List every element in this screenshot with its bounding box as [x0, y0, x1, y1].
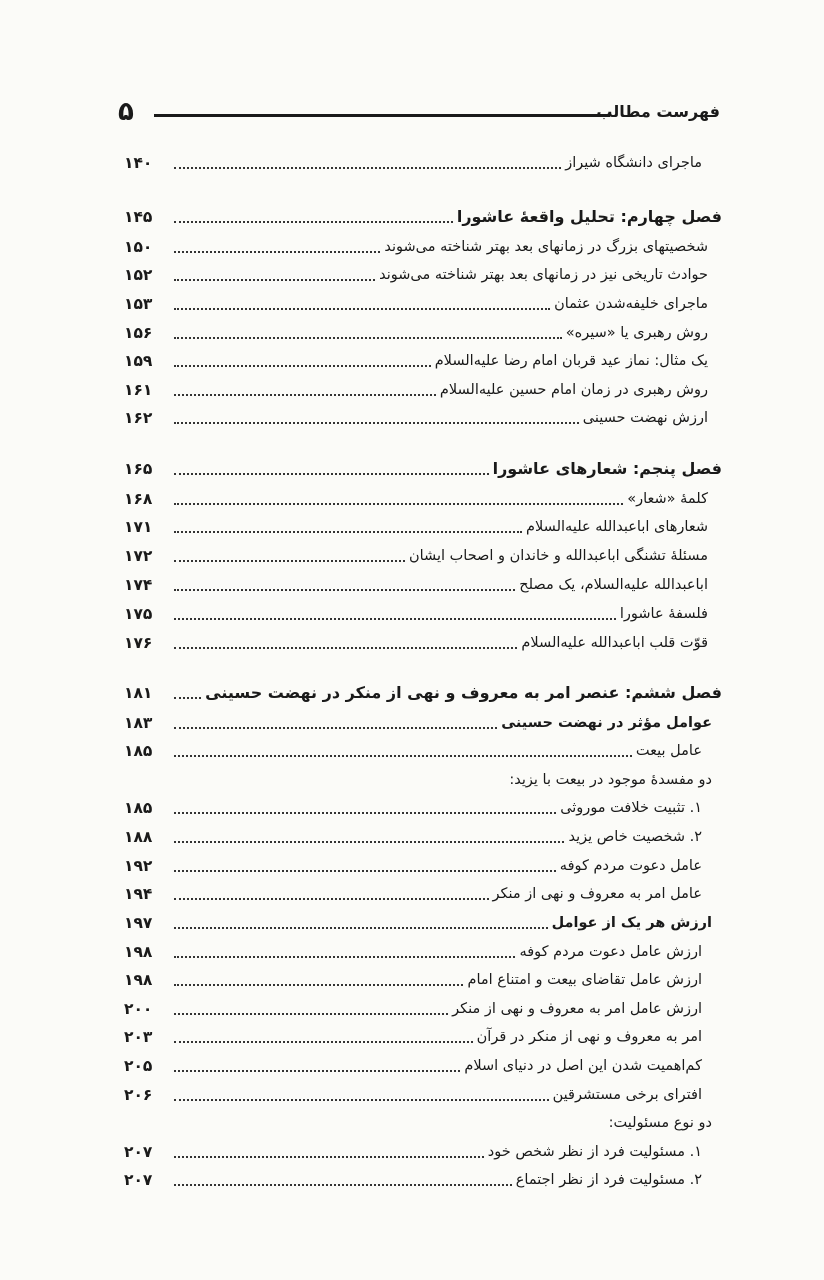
- entry-title: یک مثال: نماز عید قربان امام رضا عليه‌السلام: [434, 353, 708, 369]
- entry-title: روش رهبری یا «سیره»: [565, 325, 708, 341]
- entry-page-number: ۱۶۸: [124, 490, 153, 508]
- toc-entry[interactable]: [124, 1165, 722, 1193]
- entry-page-number: ۱۵۶: [124, 324, 153, 342]
- entry-title: عامل امر به معروف و نهی از منکر: [492, 886, 702, 902]
- chapter-entry[interactable]: [124, 678, 722, 706]
- dot-leader: [174, 531, 522, 533]
- entry-page-number: ۱۸۵: [124, 799, 153, 817]
- entry-title: ۲. مسئولیت فرد از نظر اجتماع: [515, 1172, 702, 1188]
- toc-entry[interactable]: [124, 994, 722, 1022]
- toc-entry[interactable]: [124, 375, 722, 403]
- entry-title: ۱. مسئولیت فرد از نظر شخص خود: [487, 1144, 702, 1160]
- toc-entry[interactable]: [124, 148, 722, 176]
- dot-leader: [174, 422, 579, 424]
- toc-entry[interactable]: [124, 289, 722, 317]
- entry-title: ۲. شخصیت خاص یزید: [568, 829, 702, 845]
- entry-page-number: ۲۰۰: [124, 1000, 153, 1018]
- entry-page-number: ۲۰۳: [124, 1028, 153, 1046]
- toc-entry[interactable]: [124, 512, 722, 540]
- entry-title: اباعبدالله عليه‌السلام، یک مصلح: [519, 577, 708, 593]
- entry-page-number: ۱۷۶: [124, 634, 153, 652]
- toc-entry[interactable]: [124, 570, 722, 598]
- dot-leader: [174, 473, 489, 475]
- entry-title: ارزش عامل امر به معروف و نهی از منکر: [452, 1001, 702, 1017]
- entry-page-number: ۱۹۸: [124, 943, 153, 961]
- chapter-entry[interactable]: [124, 454, 722, 482]
- toc-entry[interactable]: [124, 318, 722, 346]
- dot-leader: [174, 394, 436, 396]
- toc-entry[interactable]: [124, 541, 722, 569]
- dot-leader: [174, 365, 431, 367]
- entry-title: دو نوع مسئولیت:: [608, 1115, 712, 1131]
- entry-page-number: ۱۴۵: [124, 208, 153, 226]
- entry-title: فصل ششم: عنصر امر به معروف و نهی از منکر در نهضت حسینی: [205, 683, 722, 702]
- dot-leader: [174, 308, 550, 310]
- dot-leader: [174, 1156, 484, 1158]
- dot-leader: [174, 1070, 460, 1072]
- toc-entry[interactable]: [124, 908, 722, 936]
- dot-leader: [174, 898, 489, 900]
- entry-page-number: ۱۹۷: [124, 914, 153, 932]
- entry-title: فصل چهارم: تحلیل واقعهٔ عاشورا: [456, 207, 722, 226]
- toc-entry[interactable]: [124, 1022, 722, 1050]
- page-number: ۵: [118, 97, 134, 127]
- entry-title: شخصیتهای بزرگ در زمانهای بعد بهتر شناخته می‌شوند: [384, 239, 708, 255]
- entry-page-number: ۱۸۸: [124, 828, 153, 846]
- entry-title: امر به معروف و نهی از منکر در قرآن: [476, 1029, 702, 1045]
- dot-leader: [174, 1041, 473, 1043]
- dot-leader: [174, 927, 548, 929]
- entry-page-number: ۲۰۵: [124, 1057, 153, 1075]
- dot-leader: [174, 167, 561, 169]
- dot-leader: [174, 221, 453, 223]
- entry-title: ارزش عامل تقاضای بیعت و امتناع امام: [467, 972, 702, 988]
- toc-entry[interactable]: [124, 793, 722, 821]
- entry-page-number: ۱۷۵: [124, 605, 153, 623]
- dot-leader: [174, 812, 556, 814]
- toc-entry[interactable]: [124, 937, 722, 965]
- toc-entry[interactable]: [124, 628, 722, 656]
- entry-title: کم‌اهمیت شدن این اصل در دنیای اسلام: [464, 1058, 702, 1074]
- toc-entry[interactable]: [124, 736, 722, 764]
- entry-title: حوادث تاریخی نیز در زمانهای بعد بهتر شناخته می‌شوند: [379, 267, 708, 283]
- entry-page-number: ۱۸۱: [124, 684, 153, 702]
- dot-leader: [174, 279, 375, 281]
- entry-title: فلسفهٔ عاشورا: [619, 606, 708, 622]
- entry-title: دو مفسدهٔ موجود در بیعت با یزید:: [509, 772, 712, 788]
- toc-entry[interactable]: [124, 1137, 722, 1165]
- toc-entry[interactable]: [124, 765, 722, 793]
- entry-page-number: ۱۵۳: [124, 295, 153, 313]
- entry-page-number: ۱۹۴: [124, 885, 153, 903]
- toc-entry[interactable]: [124, 1108, 722, 1136]
- dot-leader: [174, 251, 380, 253]
- toc-entry[interactable]: [124, 965, 722, 993]
- entry-title: ۱. تثبیت خلافت موروثی: [560, 800, 702, 816]
- toc-entry[interactable]: [124, 403, 722, 431]
- toc-entry[interactable]: [124, 599, 722, 627]
- entry-page-number: ۱۷۲: [124, 547, 153, 565]
- entry-title: عامل دعوت مردم کوفه: [559, 858, 702, 874]
- dot-leader: [174, 984, 463, 986]
- entry-page-number: ۱۶۱: [124, 381, 153, 399]
- entry-title: افترای برخی مستشرقین: [552, 1087, 702, 1103]
- entry-title: فصل پنجم: شعارهای عاشورا: [492, 459, 722, 478]
- entry-title: مسئلهٔ تشنگی اباعبدالله و خاندان و اصحاب ایشان: [408, 548, 708, 564]
- running-title: فهرست مطالب: [596, 102, 720, 121]
- dot-leader: [174, 727, 497, 729]
- dot-leader: [174, 870, 556, 872]
- toc-entry[interactable]: [124, 822, 722, 850]
- page-header: [118, 96, 720, 128]
- dot-leader: [174, 560, 405, 562]
- dot-leader: [174, 1099, 549, 1101]
- dot-leader: [174, 755, 632, 757]
- dot-leader: [174, 956, 515, 958]
- entry-page-number: ۱۸۵: [124, 742, 153, 760]
- entry-title: کلمهٔ «شعار»: [627, 491, 708, 507]
- entry-page-number: ۱۴۰: [124, 154, 153, 172]
- entry-title: ماجرای خلیفه‌شدن عثمان: [554, 296, 708, 312]
- toc-entry[interactable]: [124, 484, 722, 512]
- entry-page-number: ۲۰۶: [124, 1086, 153, 1104]
- dot-leader: [174, 647, 517, 649]
- chapter-entry[interactable]: [124, 202, 722, 230]
- entry-title: عوامل مؤثر در نهضت حسینی: [501, 715, 712, 731]
- entry-page-number: ۱۷۴: [124, 576, 153, 594]
- entry-title: ارزش نهضت حسینی: [582, 410, 708, 426]
- entry-page-number: ۱۸۳: [124, 714, 153, 732]
- dot-leader: [174, 337, 562, 339]
- entry-page-number: ۱۵۹: [124, 352, 153, 370]
- entry-page-number: [124, 1134, 168, 1136]
- entry-title: ارزش هر یک از عوامل: [551, 915, 712, 931]
- entry-page-number: ۱۹۸: [124, 971, 153, 989]
- dot-leader: [174, 503, 623, 505]
- entry-page-number: ۱۹۲: [124, 857, 153, 875]
- entry-page-number: ۱۷۱: [124, 518, 153, 536]
- dot-leader: [174, 841, 564, 843]
- dot-leader: [174, 618, 616, 620]
- toc-entry[interactable]: [124, 1051, 722, 1079]
- entry-page-number: ۱۵۲: [124, 266, 153, 284]
- toc-entry[interactable]: [124, 260, 722, 288]
- entry-page-number: ۱۵۰: [124, 238, 153, 256]
- entry-title: ماجرای دانشگاه شیراز: [565, 155, 702, 171]
- entry-page-number: ۲۰۷: [124, 1143, 153, 1161]
- dot-leader: [174, 697, 201, 699]
- entry-title: عامل بیعت: [635, 743, 702, 759]
- toc-entry[interactable]: [124, 232, 722, 260]
- header-rule: [154, 114, 610, 117]
- toc-entry[interactable]: [124, 851, 722, 879]
- entry-title: شعارهای اباعبدالله عليه‌السلام: [526, 519, 708, 535]
- dot-leader: [174, 589, 515, 591]
- entry-page-number: ۱۶۲: [124, 409, 153, 427]
- dot-leader: [174, 1184, 512, 1186]
- entry-page-number: ۲۰۷: [124, 1171, 153, 1189]
- entry-title: قوّت قلب اباعبدالله عليه‌السلام: [521, 635, 708, 651]
- entry-title: ارزش عامل دعوت مردم کوفه: [519, 944, 702, 960]
- entry-title: روش رهبری در زمان امام حسین عليه‌السلام: [439, 382, 708, 398]
- toc-entry[interactable]: [124, 879, 722, 907]
- toc-entry[interactable]: [124, 346, 722, 374]
- dot-leader: [174, 1013, 448, 1015]
- entry-page-number: ۱۶۵: [124, 460, 153, 478]
- toc-entry[interactable]: [124, 1080, 722, 1108]
- toc-entry[interactable]: [124, 708, 722, 736]
